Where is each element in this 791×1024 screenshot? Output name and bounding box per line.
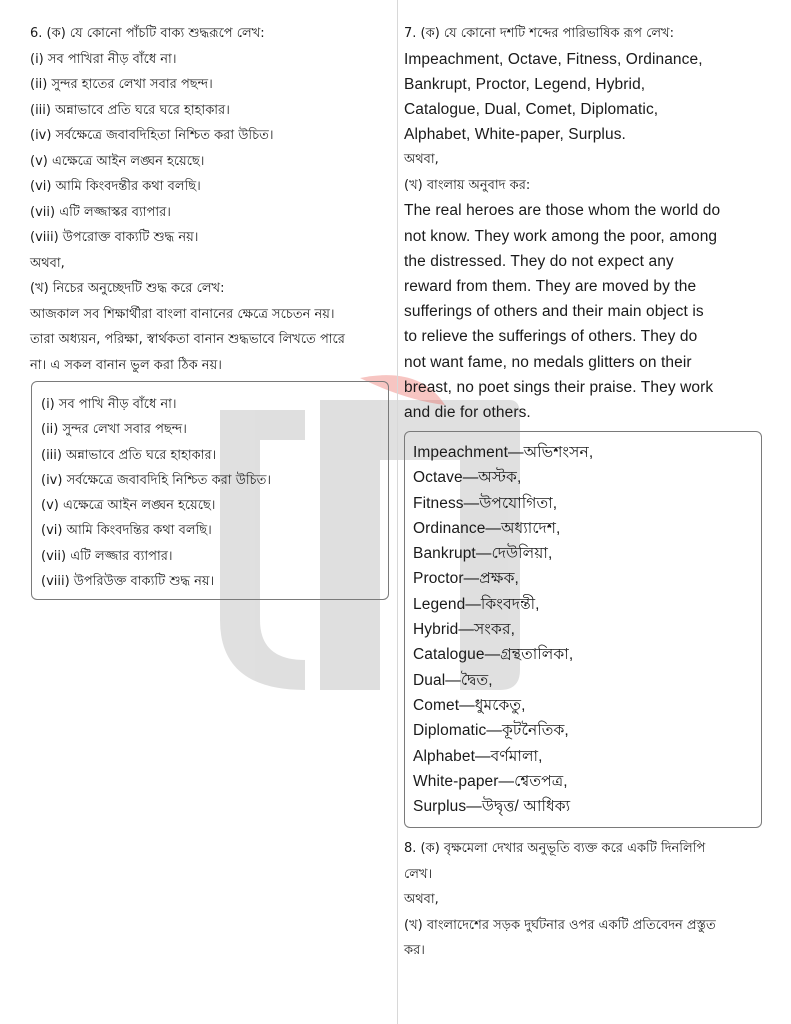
q7-passage-line: sufferings of others and their main object is xyxy=(404,303,704,321)
q7-answer: Hybrid—সংকর, xyxy=(413,621,515,639)
q6-or: অথবা, xyxy=(30,255,65,271)
q7-passage-line: not want fame, no medals glitters on their xyxy=(404,353,692,371)
q7-word-line: Alphabet, White-paper, Surplus. xyxy=(404,126,626,144)
q8-line: কর। xyxy=(404,943,425,958)
q7-passage-line: to relieve the sufferings of others. They do xyxy=(404,328,698,346)
q6-sentence: (ii) সুন্দর হাতের লেখা সবার পছন্দ। xyxy=(30,77,213,92)
q7-passage-line: reward from them. They are moved by the xyxy=(404,277,697,295)
q7-answer: Legend—কিংবদন্তী, xyxy=(413,595,540,613)
right-column xyxy=(404,0,764,425)
q7-answer: Octave—অস্টক, xyxy=(413,469,522,487)
q7-answer: Proctor—প্রক্ষক, xyxy=(413,570,519,588)
left-column xyxy=(30,0,392,378)
q7-passage-line: breast, no poet sings their praise. They work xyxy=(404,378,714,396)
q7-answer: Alphabet—বর্ণমালা, xyxy=(413,747,543,765)
q7-answer: Dual—দ্বৈত, xyxy=(413,671,493,689)
q7-answer: White-paper—শ্বেতপত্র, xyxy=(413,772,568,790)
q6-answer: (viii) উপরিউক্ত বাক্যটি শুদ্ধ নয়। xyxy=(41,574,215,590)
q6-answer-box xyxy=(31,381,389,600)
q6-sentence: (i) সব পাখিরা নীড় বাঁধে না। xyxy=(30,51,177,67)
q6-sentence: (iv) সর্বক্ষেত্রে জবাবদিহিতা নিশ্চিত করা উচিত। xyxy=(30,128,274,143)
q6-heading: 6. (ক) যে কোনো পাঁচটি বাক্য শুদ্ধরূপে লেখ: xyxy=(30,26,265,41)
q6-sentence: (iii) অন্নাভাবে প্রতি ঘরে ঘরে হাহাকার। xyxy=(30,102,230,118)
q6-answer: (iv) সর্বক্ষেত্রে জবাবদিহি নিশ্চিত করা উচিত। xyxy=(41,472,271,488)
q7-answer: Ordinance—অধ্যাদেশ, xyxy=(413,519,561,537)
q6-sentence: (viii) উপরোক্ত বাক্যটি শুদ্ধ নয়। xyxy=(30,230,199,245)
q8-line: (খ) বাংলাদেশের সড়ক দুর্ঘটনার ওপর একটি প্রতিবেদন প্রস্তুত xyxy=(404,917,716,933)
q7-answer: Surplus—উদ্বৃত্ত/ আধিক্য xyxy=(413,798,571,816)
column-divider xyxy=(397,0,398,1024)
q7-heading: 7. (ক) যে কোনো দশটি শব্দের পারিভাষিক রূপ লেখ: xyxy=(404,26,674,41)
q7-passage-line: the distressed. They do not expect any xyxy=(404,252,674,270)
q7-word-line: Bankrupt, Proctor, Legend, Hybrid, xyxy=(404,75,646,93)
q6-sentence: (vi) আমি কিংবদন্তীর কথা বলছি। xyxy=(30,179,201,194)
q7-answer-box xyxy=(404,431,762,828)
q7-answer: Diplomatic—কূটনৈতিক, xyxy=(413,722,569,740)
q8-line: লেখ। xyxy=(404,866,433,882)
q6-kha-heading: (খ) নিচের অনুচ্ছেদটি শুদ্ধ করে লেখ: xyxy=(30,281,225,296)
q6-answer: (i) সব পাখি নীড় বাঁধে না। xyxy=(41,397,177,412)
q7-answer: Catalogue—গ্রন্থতালিকা, xyxy=(413,646,574,664)
q7-passage-line: not know. They work among the poor, among xyxy=(404,227,718,245)
q7-word-line: Catalogue, Dual, Comet, Diplomatic, xyxy=(404,100,659,118)
q8-block xyxy=(404,836,764,964)
q6-sentence: (vii) এটি লজ্জাস্কর ব্যাপার। xyxy=(30,204,171,220)
q6-answer: (v) এক্ষেত্রে আইন লঙ্ঘন হয়েছে। xyxy=(41,498,216,514)
q6-answer: (ii) সুন্দর লেখা সবার পছন্দ। xyxy=(41,422,187,438)
q7-passage-line: and die for others. xyxy=(404,403,531,421)
q8-line: 8. (ক) বৃক্ষমেলা দেখার অনুভূতি ব্যক্ত করে একটি দিনলিপি xyxy=(404,841,706,856)
q7-kha-heading: (খ) বাংলায় অনুবাদ কর: xyxy=(404,177,531,193)
q6-answer: (vii) এটি লজ্জার ব্যাপার। xyxy=(41,548,173,564)
q7-answer: Fitness—উপযোগিতা, xyxy=(413,494,558,512)
q6-sentence: (v) এক্ষেত্রে আইন লঙ্ঘন হয়েছে। xyxy=(30,153,205,169)
q6-answer: (vi) আমি কিংবদন্তির কথা বলছি। xyxy=(41,523,212,539)
q7-or: অথবা, xyxy=(404,152,439,168)
q6-answer: (iii) অন্নাভাবে প্রতি ঘরে হাহাকার। xyxy=(41,447,217,463)
q7-answer: Bankrupt—দেউলিয়া, xyxy=(413,545,553,563)
q7-passage-line: The real heroes are those whom the world do xyxy=(404,202,721,220)
q6-paragraph-line: আজকাল সব শিক্ষার্থীরা বাংলা বানানের ক্ষেত্রে সচেতন নয়। xyxy=(30,306,335,322)
q8-or: অথবা, xyxy=(404,892,439,907)
q7-answer: Comet—ধুমকেতু, xyxy=(413,696,526,714)
q6-paragraph-line: না। এ সকল বানান ভুল করা ঠিক নয়। xyxy=(30,357,222,373)
q6-paragraph-line: তারা অধ্যয়ন, পরিক্ষা, স্বার্থকতা বানান শুদ্ধভাবে লিখতে পারে xyxy=(30,332,345,347)
q7-word-line: Impeachment, Octave, Fitness, Ordinance, xyxy=(404,50,703,68)
q7-answer: Impeachment—অভিশংসন, xyxy=(413,444,594,461)
